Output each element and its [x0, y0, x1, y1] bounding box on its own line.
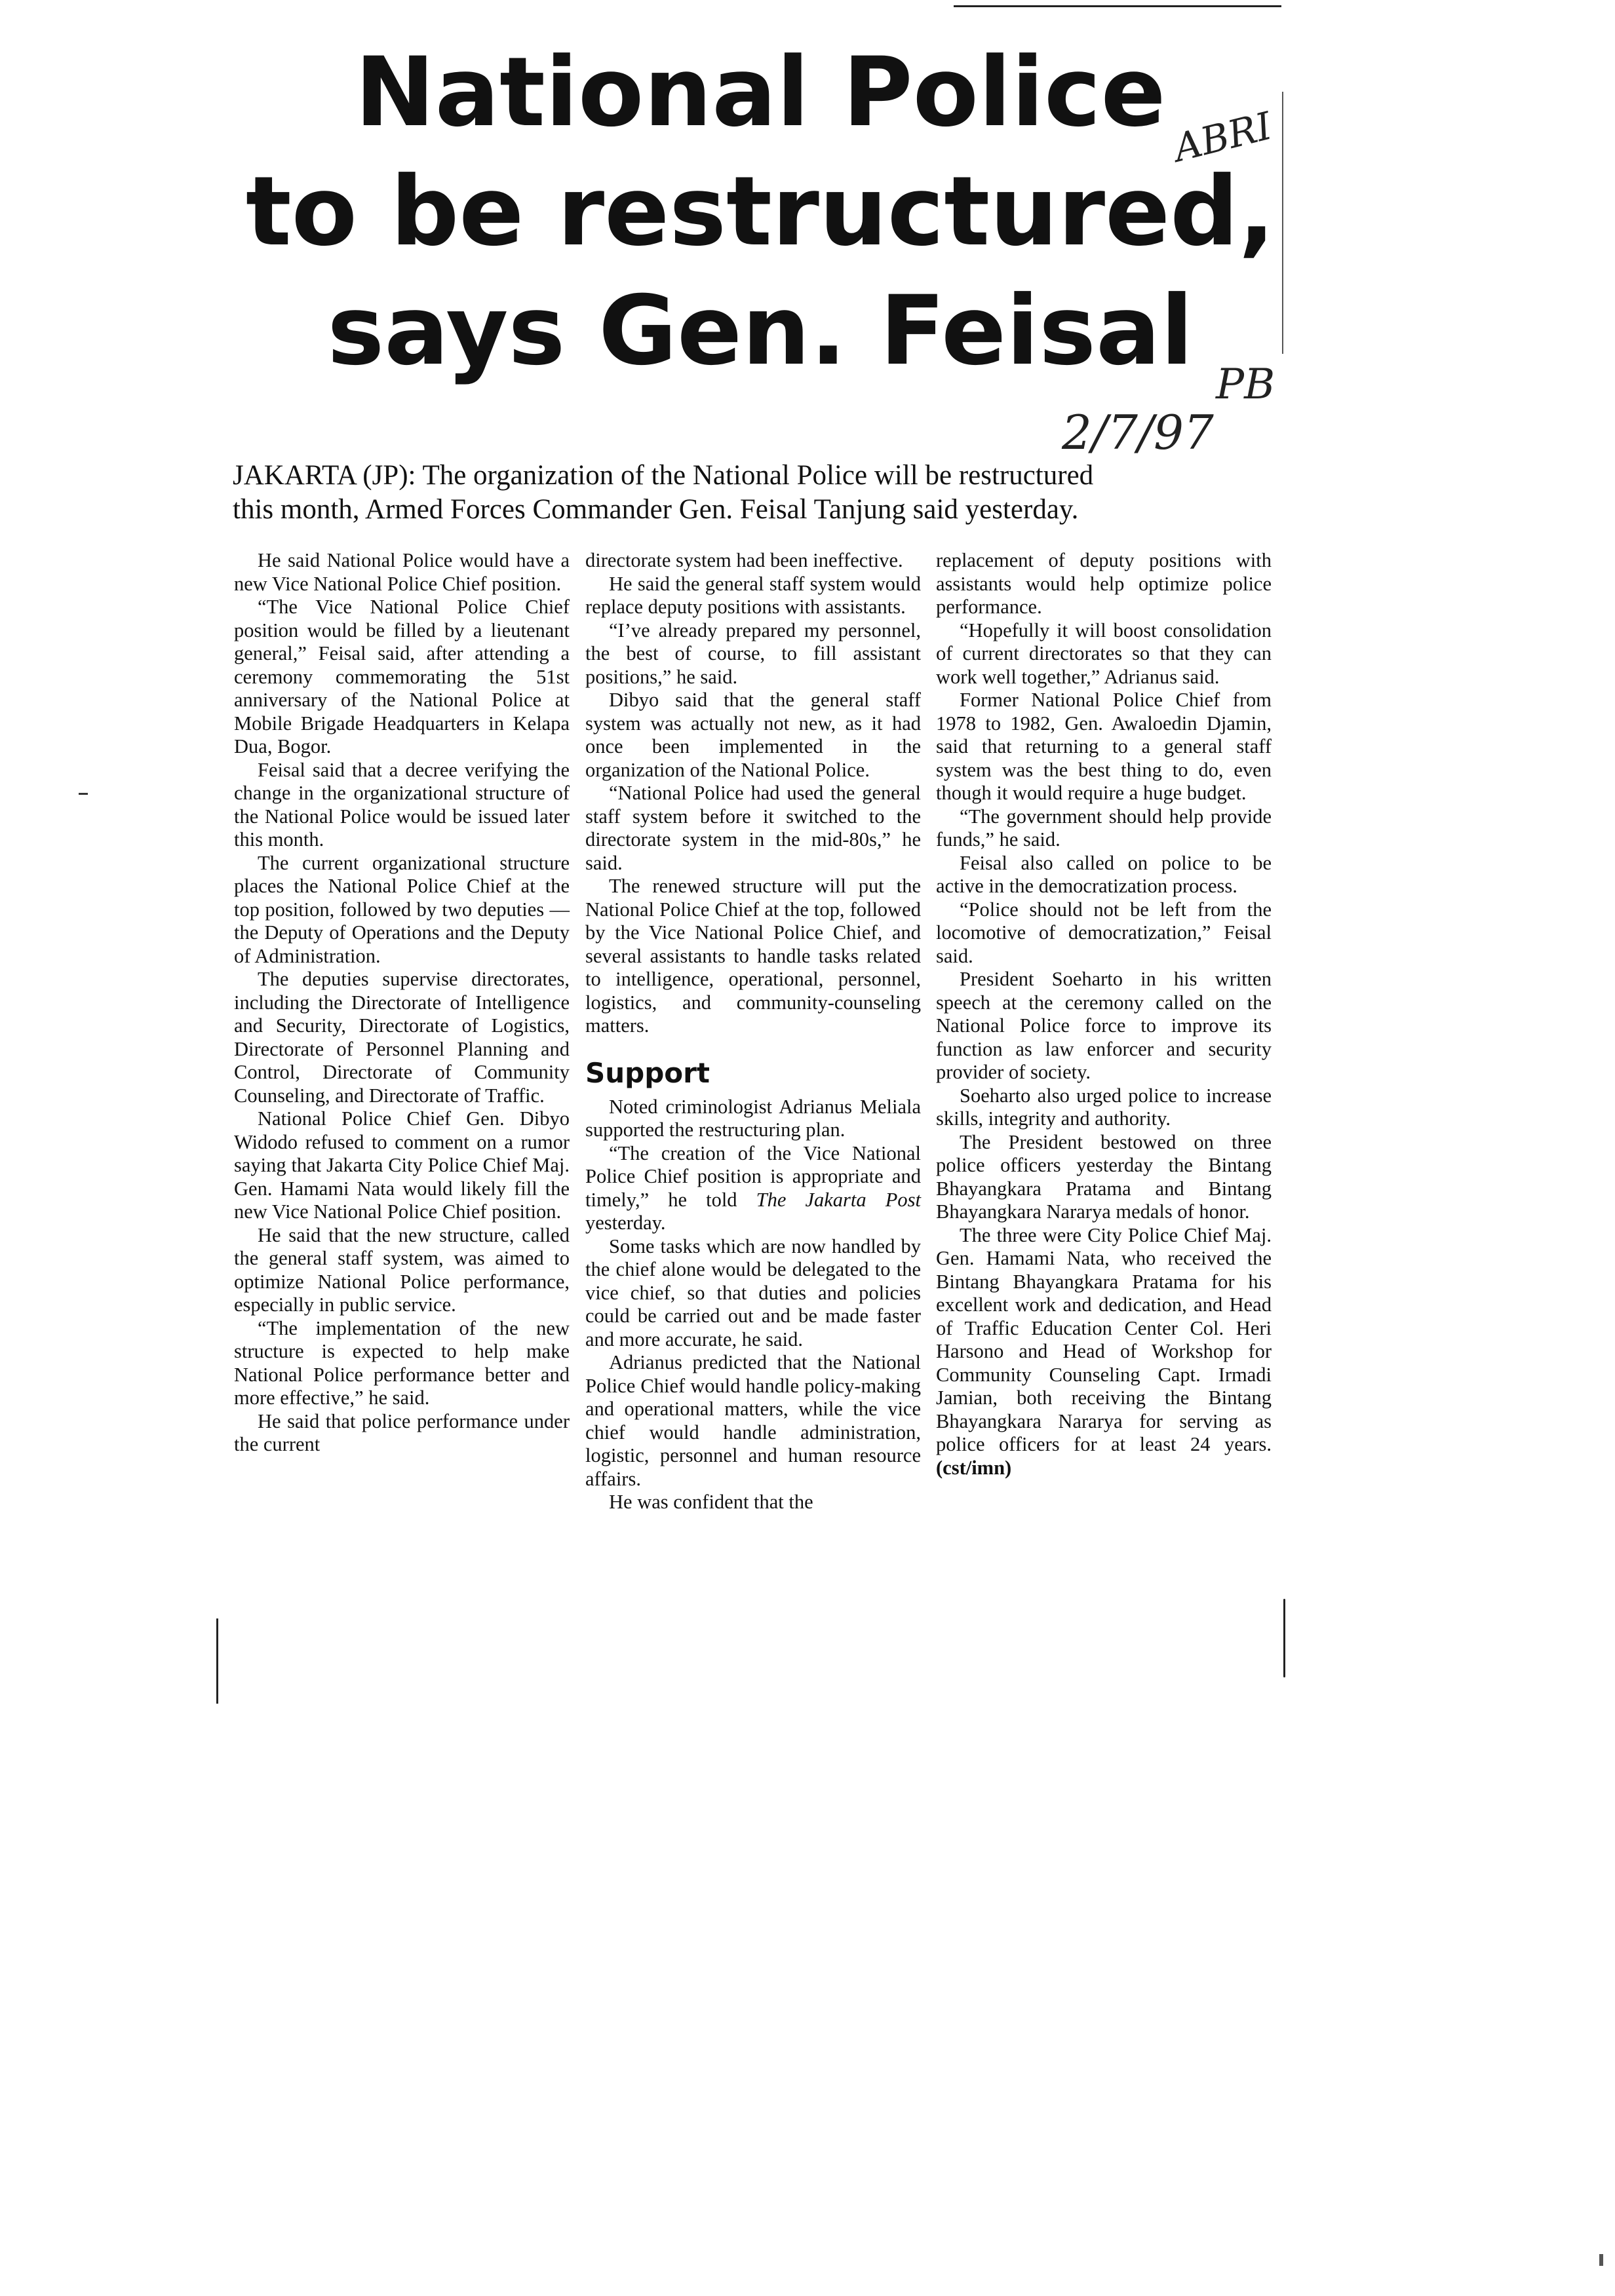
paragraph: The current organizational structure places the National Police Chief at the top position, followed by two deputies — the Deputy of Operations and the Deputy of Administration.	[234, 851, 570, 967]
lead-paragraph	[233, 459, 1275, 527]
publication-name: The Jakarta Post	[756, 1188, 921, 1211]
paragraph: The deputies supervise directorates, including the Directorate of Intelligence and Security, Directorate of Logistics, Directorate of Personnel Planning and Control, Directorate of Community Counseling, and Directorate of Traffic.	[234, 968, 570, 1107]
paragraph: Feisal said that a decree verifying the change in the organizational structure of the National Police would be issued later this month.	[234, 758, 570, 851]
paragraph: “Police should not be left from the locomotive of democratization,” Feisal said.	[936, 898, 1272, 967]
paragraph-text: The three were City Police Chief Maj. Gen. Hamami Nata, who received the Bintang Bhayangkara Pratama for his excellent work and dedication, and Head of Traffic Education Center Col. Heri Harsono and Head of Workshop for Community Counseling Capt. Irmadi Jamian, both receiving the Bintang Bhayangkara Nararya for serving as police officers for at least 24 years.	[936, 1223, 1272, 1455]
headline-line-3: says Gen. Feisal	[327, 275, 1194, 387]
paragraph: He said that the new structure, called the general staff system, was aimed to optimize National Police performance, especially in public service.	[234, 1223, 570, 1316]
paragraph: He said that police performance under the current	[234, 1409, 570, 1455]
paragraph: President Soeharto in his written speech at the ceremony called on the National Police force to improve its function as law enforcer and security provider of society.	[936, 968, 1272, 1083]
paragraph: “Hopefully it will boost consolidation of current directorates so that they can work well together,” Adrianus said.	[936, 619, 1272, 688]
paragraph: “The Vice National Police Chief position would be filled by a lieutenant general,” Feisal said, after attending a ceremony commemorating the 51st anniversary of the National Police at Mobile Brigade Headquarters in Kelapa Dua, Bogor.	[234, 596, 570, 757]
paragraph: He said the general staff system would replace deputy positions with assistants.	[585, 572, 921, 618]
paragraph: He was confident that the	[609, 1491, 813, 1513]
article-column-3	[936, 549, 1272, 1480]
lead-line-1: JAKARTA (JP): The organization of the National Police will be restructured	[233, 460, 1094, 491]
corner-mark	[1599, 2254, 1603, 2266]
article-column-1	[234, 549, 570, 1457]
paragraph: “The government should help provide funds,” he said.	[936, 805, 1272, 851]
paragraph: directorate system had been ineffective.	[585, 549, 903, 571]
article-column-2	[585, 549, 921, 1514]
paragraph: Noted criminologist Adrianus Meliala supported the restructuring plan.	[585, 1095, 921, 1141]
paragraph: Dibyo said that the general staff system was actually not new, as it had once been implemented in the organization of the National Police.	[585, 689, 921, 781]
right-margin-bracket	[1283, 1599, 1285, 1677]
section-subhead: Support	[585, 1056, 710, 1089]
margin-mark	[79, 793, 88, 795]
paragraph: “The implementation of the new structure is expected to help make National Police performance better and more effective,” he said.	[234, 1316, 570, 1409]
paragraph: replacement of deputy positions with assistants would help optimize police performance.	[936, 549, 1272, 618]
left-margin-bracket	[216, 1618, 218, 1704]
paragraph	[585, 1142, 921, 1235]
paragraph: National Police Chief Gen. Dibyo Widodo refused to comment on a rumor saying that Jakarta City Police Chief Maj. Gen. Hamami Nata would likely fill the new Vice National Police Chief position.	[234, 1107, 570, 1223]
paragraph: The renewed structure will put the National Police Chief at the top, followed by the Vice National Police Chief, and several assistants to handle tasks related to intelligence, operational, personnel, logistics, and community-counseling matters.	[585, 875, 921, 1037]
byline-initials: (cst/imn)	[936, 1456, 1012, 1479]
handwritten-note-pb: PB	[1216, 360, 1275, 409]
paragraph: “I’ve already prepared my personnel, the best of course, to fill assistant positions,” he said.	[585, 619, 921, 688]
handwritten-date: 2/7/97	[1062, 405, 1214, 460]
headline-line-1: National Police	[355, 37, 1166, 148]
quote-text: “The creation of the Vice National Police Chief position is appropriate and timely,” he told	[585, 1141, 921, 1211]
headline-line-2: to be restructured,	[245, 156, 1275, 267]
lead-line-2: this month, Armed Forces Commander Gen. Feisal Tanjung said yesterday.	[233, 494, 1079, 525]
paragraph	[936, 1224, 1272, 1480]
paragraph: Feisal also called on police to be active in the democratization process.	[936, 851, 1272, 897]
paragraph: Former National Police Chief from 1978 to 1982, Gen. Awaloedin Djamin, said that returning to a general staff system was the best thing to do, even though it would require a huge budget.	[936, 689, 1272, 804]
top-rule	[954, 5, 1281, 7]
quote-tail: yesterday.	[585, 1212, 666, 1234]
paragraph: Some tasks which are now handled by the chief alone would be delegated to the vice chief, so that duties and policies could be carried out and be made faster and more accurate, he said.	[585, 1234, 921, 1350]
headline	[223, 33, 1298, 391]
handwritten-note-abri: ABRI	[1169, 103, 1277, 171]
paragraph: Adrianus predicted that the National Police Chief would handle policy-making and operational matters, while the vice chief would handle administration, logistic, personnel and human resource affairs.	[585, 1351, 921, 1490]
paragraph: Soeharto also urged police to increase skills, integrity and authority.	[936, 1084, 1272, 1130]
paragraph: He said National Police would have a new Vice National Police Chief position.	[234, 549, 570, 595]
paragraph: “National Police had used the general staff system before it switched to the directorate system in the mid-80s,” he said.	[585, 782, 921, 874]
paragraph: The President bestowed on three police officers yesterday the Bintang Bhayangkara Pratama and Bintang Bhayangkara Nararya medals of honor.	[936, 1130, 1272, 1223]
